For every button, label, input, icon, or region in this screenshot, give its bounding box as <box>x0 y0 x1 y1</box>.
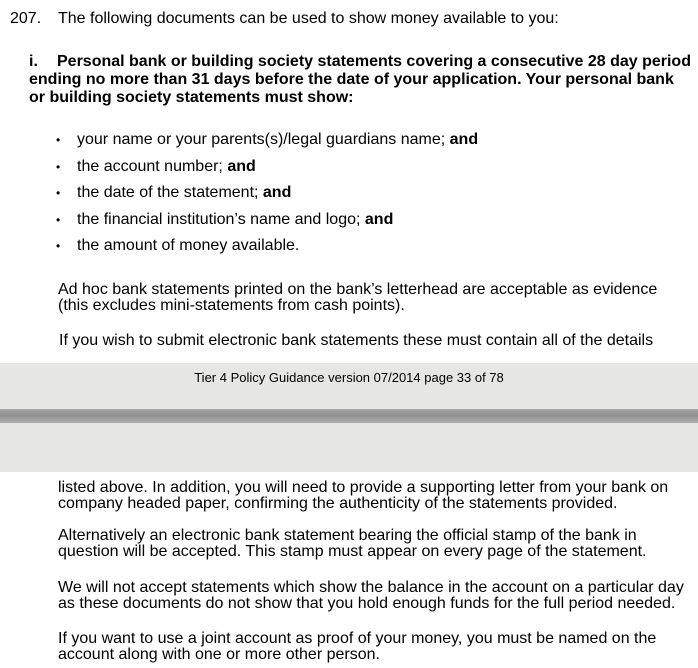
paragraph-number: 207. <box>10 10 42 27</box>
list-item <box>56 210 478 237</box>
list-item-text: the amount of money available. <box>77 237 300 255</box>
list-item-and: and <box>449 131 479 148</box>
list-item-text: the financial institution’s name and logo; <box>77 210 365 228</box>
list-item <box>56 236 478 263</box>
list-item <box>56 130 478 157</box>
next-page-header <box>0 423 698 472</box>
page-break-divider <box>0 409 698 423</box>
list-item-text: your name or your parents(s)/legal guardians name; <box>77 131 450 148</box>
list-item <box>56 157 478 184</box>
list-item-text: the date of the statement; <box>77 184 263 202</box>
bullet-icon: • <box>56 159 61 174</box>
bullet-icon: • <box>56 133 61 147</box>
list-item-and: and <box>227 157 256 175</box>
electronic-statements-paragraph: If you wish to submit electronic bank statements these must contain all of the details <box>59 332 654 349</box>
footer-page-info: Tier 4 Policy Guidance version 07/2014 page 33 of 78 <box>194 370 504 385</box>
joint-account-paragraph: If you want to use a joint account as proof of your money, you must be named on the account along with one or more other person. <box>58 630 657 663</box>
paragraph-heading-text: The following documents can be used to show money available to you: <box>58 10 559 27</box>
bullet-icon: • <box>56 186 61 201</box>
paragraph-207-heading <box>10 10 559 28</box>
balance-not-accepted-paragraph: We will not accept statements which show the balance in the account on a particular day as these documents do not show that you hold enough funds for the full period needed. <box>58 579 684 612</box>
bullet-icon: • <box>56 239 61 254</box>
bullet-icon: • <box>56 212 61 227</box>
subsection-number: i. <box>29 53 38 70</box>
list-item-and: and <box>364 210 394 228</box>
subsection-i-heading <box>29 53 693 107</box>
requirements-bullet-list <box>56 130 478 263</box>
alternatively-paragraph: Alternatively an electronic bank statement bearing the official stamp of the bank in question will be accepted. This stamp must appear on every page of the statement. <box>58 527 647 560</box>
list-item-text: the account number; <box>77 157 228 175</box>
list-item <box>56 183 478 210</box>
subsection-heading-text: Personal bank or building society statements covering a consecutive 28 day period ending no more than 31 days before the date of your application. Your personal bank or building society statements must show: <box>29 53 691 106</box>
list-item-and: and <box>262 184 292 202</box>
continued-paragraph: listed above. In addition, you will need to provide a supporting letter from your bank on company headed paper, confirming the authenticity of the statements provided. <box>58 479 669 512</box>
adhoc-statements-paragraph: Ad hoc bank statements printed on the bank’s letterhead are acceptable as evidence (this excludes mini-statements from cash points). <box>58 281 658 314</box>
